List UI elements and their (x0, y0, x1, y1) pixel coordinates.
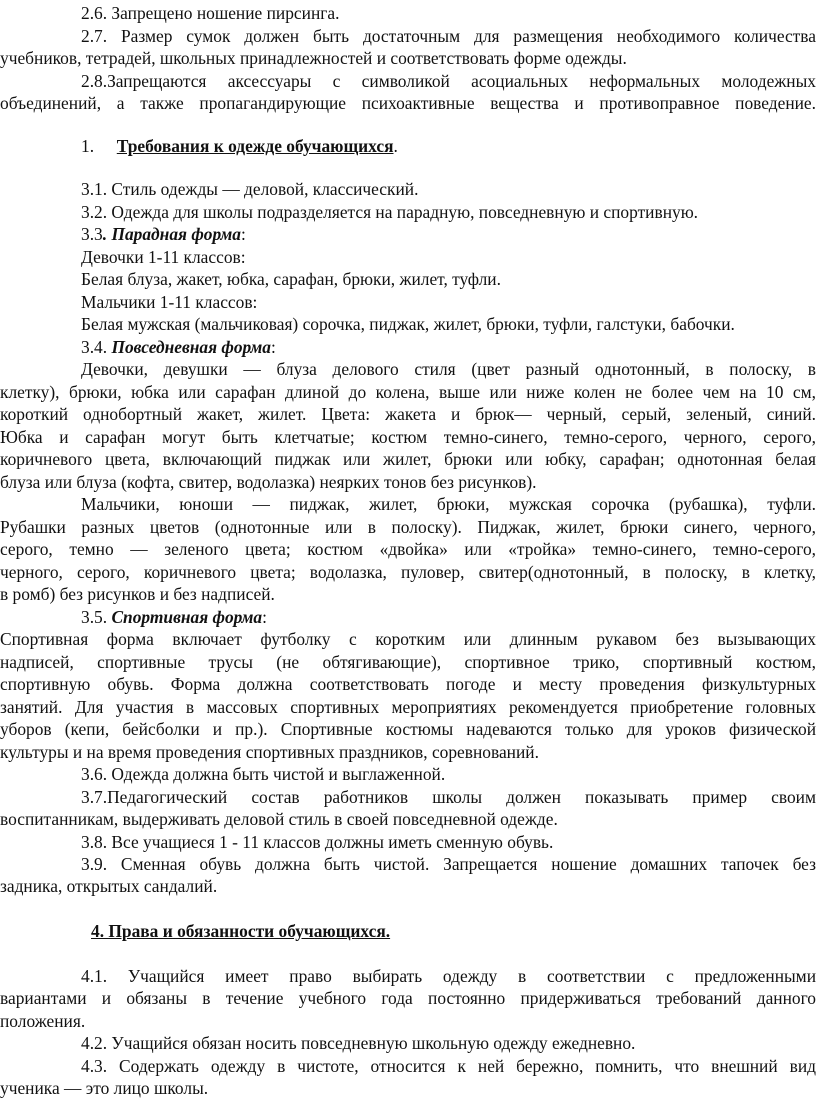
text-line: культуры и на время проведения спортивных праздников, соревнований. (0, 742, 539, 762)
text-line: в ромб) без рисунков и без надписей. (0, 584, 275, 604)
paragraph-3-4-girls-line-2 (0, 381, 816, 405)
text-line: ученика — это лицо школы. (0, 1078, 209, 1098)
text-line: Девочки 1-11 классов: (81, 247, 246, 267)
paragraph-4-2 (0, 1032, 816, 1056)
text-line: 4.1. Учащийся имеет право выбирать одежду в соответствии с предложенными (81, 966, 816, 986)
text-line: объединений, а также пропагандирующие психоактивные вещества и противоправное поведение. (0, 93, 816, 113)
text-line: 3.8. Все учащиеся 1 - 11 классов должны иметь сменную обувь. (81, 832, 554, 852)
text-line: Мальчики, юноши — пиджак, жилет, брюки, мужская сорочка (рубашка), туфли. (81, 494, 816, 514)
text-line: 2.6. Запрещено ношение пирсинга. (81, 3, 340, 23)
section-heading-1 (0, 135, 816, 159)
paragraph-3-5-line-6 (0, 741, 816, 765)
text-line: черного, серого, коричневого цвета; водолазка, пуловер, свитер(однотонный, в полоску, в клетку, (0, 562, 816, 582)
text-line: воспитанникам, выдерживать деловой стиль в своей повседневной одежде. (0, 809, 558, 829)
paragraph-3-7-line-1 (0, 786, 816, 810)
paragraph-3-4-boys-line-3 (0, 538, 816, 562)
paragraph-3-2 (0, 201, 816, 225)
text-line: 2.7. Размер сумок должен быть достаточным для размещения необходимого количества (81, 26, 816, 46)
paragraph-2-6 (0, 2, 816, 26)
item-colon: : (240, 224, 246, 244)
text-line: учебников, тетрадей, школьных принадлежностей и соответствовать форме одежды. (0, 48, 627, 68)
paragraph-2-8-line-2 (0, 92, 816, 116)
paragraph-3-5-line-1 (0, 628, 816, 652)
item-title: Повседневная форма (111, 337, 271, 357)
text-line: коричневого цвета, включающий пиджак или жилет, брюки или юбку, сарафан; однотонная белая (0, 449, 816, 469)
paragraph-3-9-line-2 (0, 875, 816, 899)
paragraph-4-3-line-2 (0, 1077, 816, 1101)
paragraph-3-4-boys-line-2 (0, 516, 816, 540)
subheading-3-4 (0, 336, 816, 360)
text-line: уборов (кепи, бейсболки и пр.). Спортивные костюмы надеваются только для уроков физической (0, 719, 816, 739)
text-line: 2.8.Запрещаются аксессуары с символикой асоциальных неформальных молодежных (81, 71, 816, 91)
text-line: блуза или блуза (кофта, свитер, водолазка) неярких тонов без рисунков). (0, 472, 537, 492)
text-line: 3.9. Сменная обувь должна быть чистой. Запрещается ношение домашних тапочек без (81, 854, 816, 874)
text-line: 4.2. Учащийся обязан носить повседневную школьную одежду ежедневно. (81, 1033, 636, 1053)
text-line: 4.3. Содержать одежду в чистоте, относится к ней бережно, помнить, что внешний вид (81, 1056, 816, 1076)
item-number: 3.3 (81, 224, 103, 244)
text-line: клетку), брюки, юбка или сарафан длиной до колена, выше или ниже колен не более чем на 10 см, (0, 382, 816, 402)
text-line: Девочки, девушки — блуза делового стиля (цвет разный однотонный, в полоску, в (81, 359, 816, 379)
section-title: 4. Права и обязанности обучающихся. (91, 921, 391, 941)
section-title-period: . (393, 136, 398, 156)
section-heading-4 (0, 920, 816, 944)
text-line: надписей, спортивные трусы (не обтягивающие), спортивное трико, спортивный костюм, (0, 652, 816, 672)
text-line: Спортивная форма включает футболку с коротким или длинным рукавом без вызывающих (0, 629, 816, 649)
text-girls-items (0, 268, 816, 292)
paragraph-2-7-line-2 (0, 47, 816, 71)
item-number: 3.5. (81, 607, 112, 627)
paragraph-4-1-line-3 (0, 1010, 816, 1034)
text-line: серого, темно — зеленого цвета; костюм «двойка» или «тройка» темно-синего, темно-серого, (0, 539, 816, 559)
paragraph-3-4-boys-line-5 (0, 583, 816, 607)
section-title: Требования к одежде обучающихся (116, 136, 394, 156)
subheading-3-5 (0, 606, 816, 630)
text-line: Юбка и сарафан могут быть клетчатые; костюм темно-синего, темно-серого, черного, серого, (0, 427, 816, 447)
text-line: Белая мужская (мальчиковая) сорочка, пиджак, жилет, брюки, туфли, галстуки, бабочки. (81, 314, 735, 334)
text-line: короткий однобортный жакет, жилет. Цвета: жакета и брюк— черный, серый, зеленый, синий. (0, 404, 816, 424)
text-line: спортивную обувь. Форма должна соответствовать погоде и месту проведения физкультурных (0, 674, 816, 694)
item-colon: : (270, 337, 276, 357)
item-title: . Парадная форма (102, 224, 241, 244)
paragraph-3-4-girls-line-6 (0, 471, 816, 495)
paragraph-3-5-line-3 (0, 673, 816, 697)
paragraph-2-8-line-1 (0, 70, 816, 94)
paragraph-3-6 (0, 763, 816, 787)
paragraph-3-4-boys-line-4 (0, 561, 816, 585)
text-girls-heading (0, 246, 816, 270)
paragraph-3-4-girls-line-3 (0, 403, 816, 427)
section-number: 1. (81, 136, 95, 156)
text-line: задника, открытых сандалий. (0, 876, 218, 896)
text-line: вариантами и обязаны в течение учебного года постоянно придерживаться требований данного (0, 988, 816, 1008)
text-line: 3.2. Одежда для школы подразделяется на парадную, повседневную и спортивную. (81, 202, 699, 222)
paragraph-4-1-line-2 (0, 987, 816, 1011)
text-line: 3.7.Педагогический состав работников школы должен показывать пример своим (81, 787, 816, 807)
paragraph-3-7-line-2 (0, 808, 816, 832)
paragraph-3-4-boys-line-1 (0, 493, 816, 517)
text-line: Мальчики 1-11 классов: (81, 292, 258, 312)
text-line: Рубашки разных цветов (однотонные или в полоску). Пиджак, жилет, брюки синего, черного, (0, 517, 816, 537)
paragraph-3-4-girls-line-4 (0, 426, 816, 450)
item-title: Спортивная форма (111, 607, 263, 627)
text-line: положения. (0, 1011, 86, 1031)
paragraph-3-4-girls-line-1 (0, 358, 816, 382)
text-line: занятий. Для участия в массовых спортивных мероприятиях рекомендуется приобретение головных (0, 697, 816, 717)
text-boys-heading (0, 291, 816, 315)
paragraph-2-7-line-1 (0, 25, 816, 49)
text-boys-items (0, 313, 816, 337)
paragraph-3-5-line-4 (0, 696, 816, 720)
paragraph-3-9-line-1 (0, 853, 816, 877)
text-line: 3.1. Стиль одежды — деловой, классический. (81, 179, 419, 199)
item-number: 3.4. (81, 337, 112, 357)
subheading-3-3 (0, 223, 816, 247)
paragraph-3-1 (0, 178, 816, 202)
paragraph-3-8 (0, 831, 816, 855)
text-line: 3.6. Одежда должна быть чистой и выглаженной. (81, 764, 446, 784)
paragraph-3-5-line-2 (0, 651, 816, 675)
paragraph-3-5-line-5 (0, 718, 816, 742)
paragraph-4-1-line-1 (0, 965, 816, 989)
paragraph-3-4-girls-line-5 (0, 448, 816, 472)
paragraph-4-3-line-1 (0, 1055, 816, 1079)
item-colon: : (262, 607, 267, 627)
text-line: Белая блуза, жакет, юбка, сарафан, брюки, жилет, туфли. (81, 269, 501, 289)
